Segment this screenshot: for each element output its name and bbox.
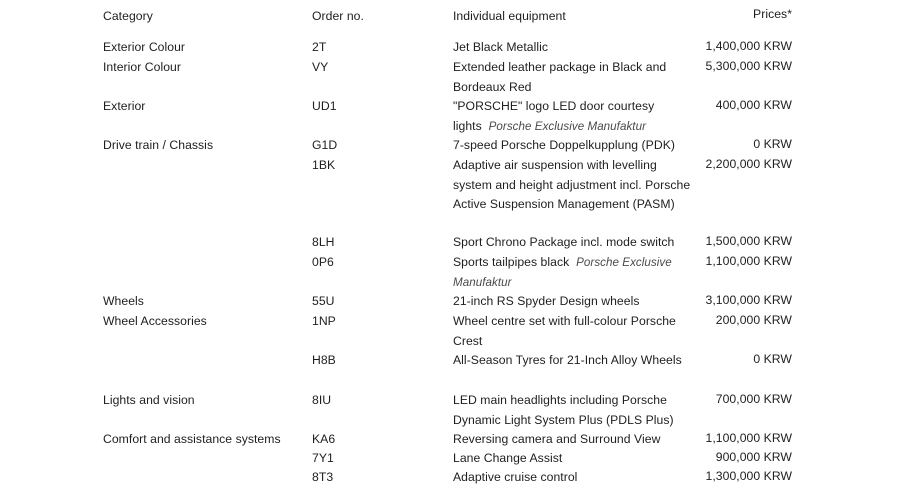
- row-equipment: Extended leather package in Black and Bordeaux Red: [453, 60, 667, 94]
- row-order-no: 8IU: [312, 393, 332, 407]
- row-order-no: VY: [312, 60, 329, 74]
- row-price: 1,100,000 KRW: [705, 431, 792, 445]
- manufaktur-note: Porsche Exclusive Manufaktur: [488, 119, 646, 133]
- row-category: Drive train / Chassis: [103, 138, 214, 152]
- row-category: Comfort and assistance systems: [103, 432, 281, 446]
- row-equipment: Sport Chrono Package incl. mode switch: [453, 235, 675, 249]
- row-price: 0 KRW: [753, 137, 792, 151]
- header-order-no: Order no.: [312, 9, 364, 23]
- row-category: Exterior Colour: [103, 40, 186, 54]
- row-equipment: All-Season Tyres for 21-Inch Alloy Wheels: [453, 353, 682, 367]
- row-category: Wheel Accessories: [103, 314, 207, 328]
- row-order-no: 8T3: [312, 470, 334, 484]
- row-order-no: G1D: [312, 138, 338, 152]
- row-price: 200,000 KRW: [715, 313, 792, 327]
- row-category: Interior Colour: [103, 60, 181, 74]
- row-price: 1,400,000 KRW: [705, 39, 792, 53]
- row-order-no: 1BK: [312, 158, 336, 172]
- row-category: Wheels: [103, 294, 144, 308]
- row-equipment: Reversing camera and Surround View: [453, 432, 661, 446]
- manufaktur-note: Porsche Exclusive Manufaktur: [453, 256, 672, 289]
- row-equipment: Jet Black Metallic: [453, 40, 549, 54]
- row-equipment: Wheel centre set with full-colour Porsche Crest: [453, 314, 676, 348]
- row-order-no: 7Y1: [312, 451, 334, 465]
- row-equipment: 21-inch RS Spyder Design wheels: [453, 294, 640, 308]
- row-order-no: 0P6: [312, 255, 334, 269]
- row-category: Lights and vision: [103, 393, 195, 407]
- row-order-no: 8LH: [312, 235, 335, 249]
- row-order-no: H8B: [312, 353, 336, 367]
- row-equipment: 7-speed Porsche Doppelkupplung (PDK): [453, 138, 675, 152]
- row-equipment: Adaptive air suspension with levelling system and height adjustment incl. Porsche Active Suspension Management (PASM): [453, 158, 691, 212]
- row-order-no: UD1: [312, 99, 337, 113]
- row-price: 1,300,000 KRW: [705, 469, 792, 483]
- row-price: 3,100,000 KRW: [705, 293, 792, 307]
- equipment-text: Sports tailpipes black: [453, 255, 570, 269]
- row-equipment: [453, 253, 693, 292]
- row-equipment: LED main headlights including Porsche Dynamic Light System Plus (PDLS Plus): [453, 393, 674, 427]
- row-order-no: 55U: [312, 294, 335, 308]
- row-price: 1,100,000 KRW: [705, 254, 792, 268]
- row-price: 5,300,000 KRW: [705, 59, 792, 73]
- row-order-no: 1NP: [312, 314, 336, 328]
- row-price: 0 KRW: [753, 352, 792, 366]
- row-price: 2,200,000 KRW: [705, 157, 792, 171]
- row-order-no: 2T: [312, 40, 327, 54]
- row-equipment: [453, 97, 693, 136]
- row-order-no: KA6: [312, 432, 336, 446]
- equipment-text: "PORSCHE" logo LED door courtesy lights: [453, 99, 655, 133]
- row-price: 1,500,000 KRW: [705, 234, 792, 248]
- header-equipment: Individual equipment: [453, 9, 566, 23]
- row-equipment: Adaptive cruise control: [453, 470, 578, 484]
- header-category: Category: [103, 9, 153, 23]
- row-price: 700,000 KRW: [715, 392, 792, 406]
- row-equipment: Lane Change Assist: [453, 451, 563, 465]
- header-prices: Prices*: [753, 7, 792, 21]
- row-price: 900,000 KRW: [715, 450, 792, 464]
- row-price: 400,000 KRW: [715, 98, 792, 112]
- row-category: Exterior: [103, 99, 146, 113]
